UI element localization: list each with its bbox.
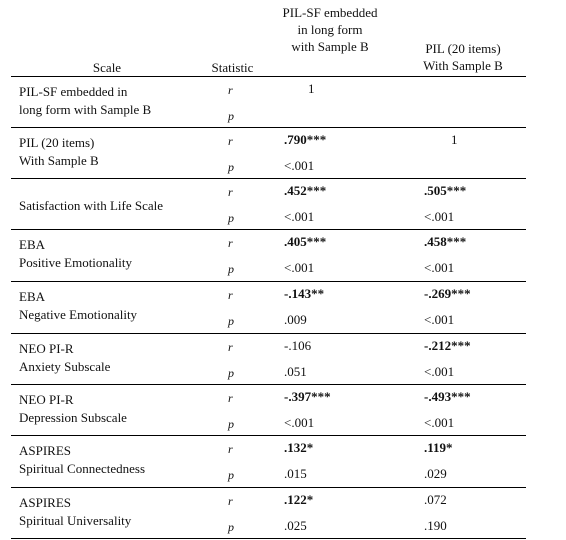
pil-20-p-value: <.001 bbox=[424, 312, 455, 327]
statistic-r: r bbox=[228, 185, 233, 199]
table-rule bbox=[11, 538, 526, 539]
pil-20-r-value: -.212*** bbox=[424, 338, 471, 353]
statistic-p: p bbox=[228, 366, 234, 380]
statistic-r: r bbox=[228, 83, 233, 97]
pil-20-r-value: .119* bbox=[424, 440, 453, 455]
pil-sf-r-value: .132* bbox=[284, 440, 314, 455]
scale-label: Satisfaction with Life Scale bbox=[19, 198, 164, 213]
scale-label: With Sample B bbox=[19, 153, 99, 168]
pil-sf-p-value: .015 bbox=[284, 466, 307, 481]
pil-sf-p-value: .009 bbox=[284, 312, 307, 327]
scale-label: EBA bbox=[19, 237, 45, 252]
statistic-r: r bbox=[228, 494, 233, 508]
scale-label: long form with Sample B bbox=[19, 102, 152, 117]
pil-20-r-value: .458*** bbox=[424, 234, 467, 249]
statistic-r: r bbox=[228, 236, 233, 250]
scale-label: Spiritual Connectedness bbox=[19, 461, 146, 476]
statistic-r: r bbox=[228, 391, 233, 405]
statistic-p: p bbox=[228, 468, 234, 482]
pil-20-p-value: <.001 bbox=[424, 209, 455, 224]
header-statistic: Statistic bbox=[211, 60, 254, 75]
header-scale: Scale bbox=[92, 60, 122, 75]
statistic-r: r bbox=[228, 288, 233, 302]
pil-sf-p-value: <.001 bbox=[284, 209, 315, 224]
pil-sf-r-value: 1 bbox=[308, 81, 315, 96]
header-pil-sf-line: with Sample B bbox=[291, 39, 369, 54]
pil-sf-r-value: .122* bbox=[284, 492, 314, 507]
pil-sf-r-value: .790*** bbox=[284, 132, 327, 147]
table-rule bbox=[11, 229, 526, 230]
pil-20-r-value: -.269*** bbox=[424, 286, 471, 301]
pil-20-r-value: -.493*** bbox=[424, 389, 471, 404]
scale-label: Negative Emotionality bbox=[19, 307, 138, 322]
pil-20-r-value: 1 bbox=[451, 132, 458, 147]
pil-sf-p-value: .025 bbox=[284, 518, 307, 533]
table-rule bbox=[11, 333, 526, 334]
scale-label: ASPIRES bbox=[19, 443, 72, 458]
table-rule bbox=[11, 435, 526, 436]
statistic-p: p bbox=[228, 314, 234, 328]
pil-20-p-value: <.001 bbox=[424, 364, 455, 379]
table-rule bbox=[11, 178, 526, 179]
statistic-p: p bbox=[228, 211, 234, 225]
pil-sf-r-value: -.397*** bbox=[284, 389, 331, 404]
header-pil-20-line: PIL (20 items) bbox=[425, 41, 501, 56]
pil-sf-p-value: <.001 bbox=[284, 415, 315, 430]
header-pil-sf-line: PIL-SF embedded bbox=[282, 5, 378, 20]
pil-20-r-value: .072 bbox=[424, 492, 447, 507]
pil-20-p-value: <.001 bbox=[424, 415, 455, 430]
pil-sf-p-value: .051 bbox=[284, 364, 307, 379]
scale-label: Anxiety Subscale bbox=[19, 359, 111, 374]
table-rule bbox=[11, 127, 526, 128]
pil-20-p-value: <.001 bbox=[424, 260, 455, 275]
pil-sf-r-value: -.106 bbox=[284, 338, 312, 353]
scale-label: Spiritual Universality bbox=[19, 513, 132, 528]
statistic-r: r bbox=[228, 340, 233, 354]
pil-20-p-value: .190 bbox=[424, 518, 447, 533]
pil-sf-p-value: <.001 bbox=[284, 158, 315, 173]
scale-label: NEO PI-R bbox=[19, 341, 74, 356]
statistic-p: p bbox=[228, 160, 234, 174]
pil-20-r-value: .505*** bbox=[424, 183, 467, 198]
statistic-r: r bbox=[228, 442, 233, 456]
statistic-r: r bbox=[228, 134, 233, 148]
header-pil-20-line: With Sample B bbox=[423, 58, 503, 73]
header-pil-sf-line: in long form bbox=[297, 22, 363, 37]
statistic-p: p bbox=[228, 262, 234, 276]
header-pil-sf-column bbox=[260, 4, 400, 55]
pil-sf-r-value: .405*** bbox=[284, 234, 327, 249]
table-rule bbox=[11, 76, 526, 77]
pil-sf-p-value: <.001 bbox=[284, 260, 315, 275]
pil-20-p-value: .029 bbox=[424, 466, 447, 481]
header-pil-20-column bbox=[398, 40, 528, 74]
statistic-p: p bbox=[228, 417, 234, 431]
table-rule bbox=[11, 487, 526, 488]
scale-label: ASPIRES bbox=[19, 495, 72, 510]
statistic-p: p bbox=[228, 520, 234, 534]
table-rule bbox=[11, 384, 526, 385]
statistic-p: p bbox=[228, 109, 234, 123]
scale-label: EBA bbox=[19, 289, 45, 304]
scale-label: PIL (20 items) bbox=[19, 135, 95, 150]
pil-sf-r-value: -.143** bbox=[284, 286, 325, 301]
pil-sf-r-value: .452*** bbox=[284, 183, 327, 198]
table-rule bbox=[11, 281, 526, 282]
scale-label: Positive Emotionality bbox=[19, 255, 133, 270]
scale-label: PIL-SF embedded in bbox=[19, 84, 128, 99]
scale-label: NEO PI-R bbox=[19, 392, 74, 407]
scale-label: Depression Subscale bbox=[19, 410, 127, 425]
